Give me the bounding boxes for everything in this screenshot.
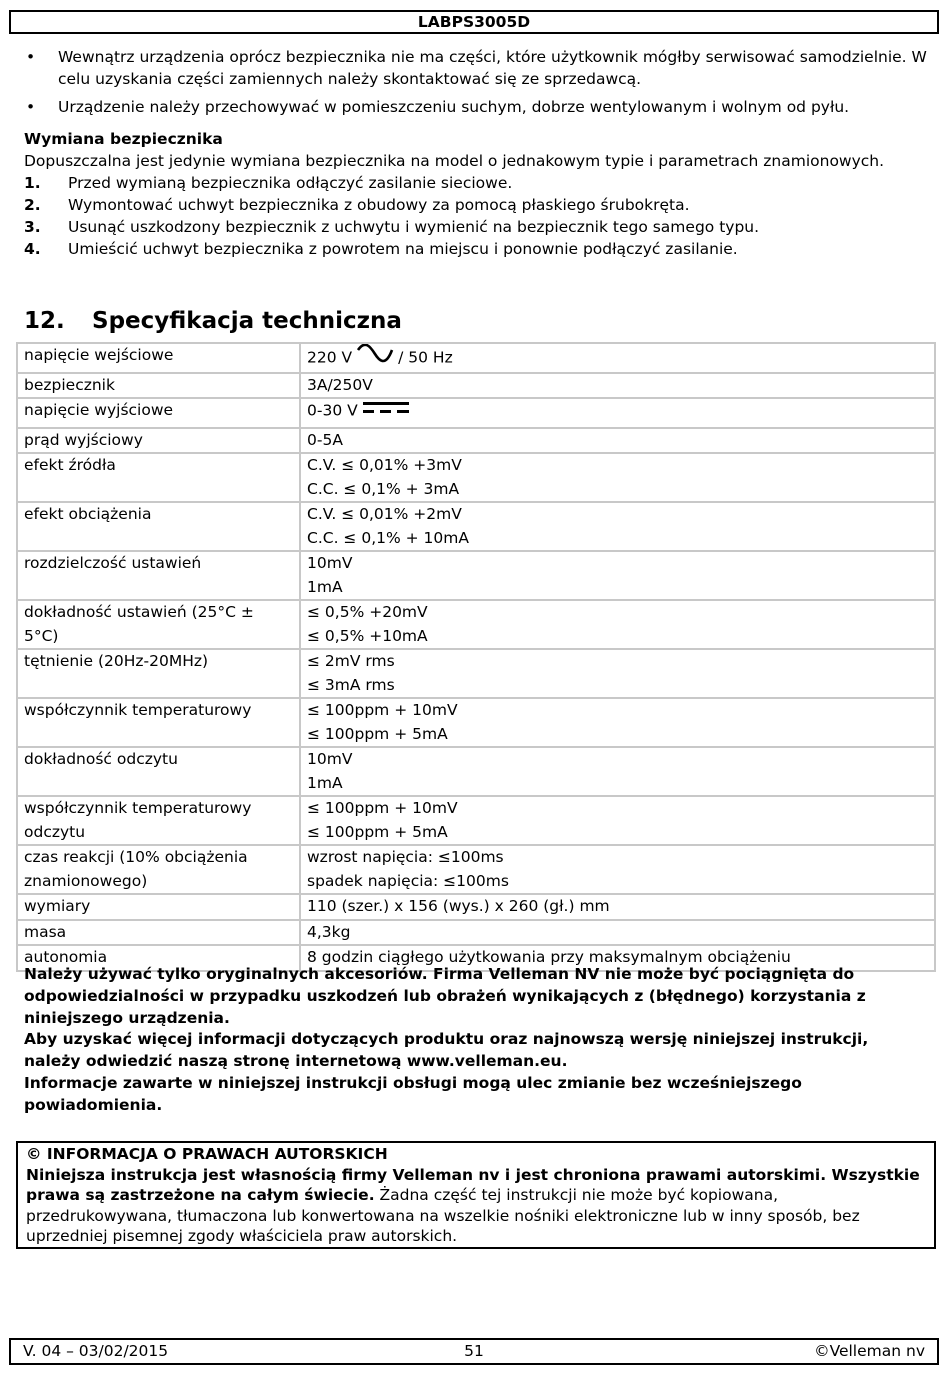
spec-row xyxy=(17,398,935,428)
spec-row xyxy=(17,845,935,894)
spec-label: czas reakcji (10% obciążenia znamionowego) xyxy=(17,845,300,894)
spec-value-text: 220 V xyxy=(307,348,353,367)
fuse-step xyxy=(24,194,929,216)
step-text: Przed wymianą bezpiecznika odłączyć zasilanie sieciowe. xyxy=(68,174,513,192)
spec-value xyxy=(300,796,935,845)
spec-label: prąd wyjściowy xyxy=(17,428,300,454)
document-footer xyxy=(9,1338,939,1365)
ac-symbol-icon xyxy=(356,344,394,372)
copyright-box xyxy=(16,1141,936,1249)
spec-value: 4,3kg xyxy=(300,920,935,946)
spec-row xyxy=(17,747,935,796)
spec-row xyxy=(17,894,935,920)
section-number: 12. xyxy=(24,308,65,334)
step-text: Usunąć uszkodzony bezpiecznik z uchwytu i wymienić na bezpiecznik tego samego typu. xyxy=(68,218,760,236)
usage-notice xyxy=(24,964,904,1117)
spec-value-line: C.C. ≤ 0,1% + 10mA xyxy=(307,528,469,547)
spec-value xyxy=(300,551,935,600)
spec-value xyxy=(300,398,935,428)
spec-row xyxy=(17,373,935,399)
spec-value xyxy=(300,747,935,796)
spec-label: autonomia xyxy=(17,945,300,971)
spec-value: 110 (szer.) x 156 (wys.) x 260 (gł.) mm xyxy=(300,894,935,920)
fuse-step xyxy=(24,172,929,194)
spec-value xyxy=(300,343,935,373)
spec-value: 3A/250V xyxy=(300,373,935,399)
spec-table xyxy=(16,342,936,972)
spec-section-heading xyxy=(24,306,402,336)
notice-paragraph: Informacje zawarte w niniejszej instrukcji obsługi mogą ulec zmianie bez wcześniejszego powiadomienia. xyxy=(24,1073,802,1114)
spec-value-line: ≤ 100ppm + 5mA xyxy=(307,724,448,743)
step-number: 1. xyxy=(24,174,41,192)
brand-copyright: ©Velleman nv xyxy=(814,1342,925,1360)
copyright-text: Żadna część tej instrukcji nie może być kopiowana, przedrukowywana, tłumaczona lub konwertowana na wszelkie nośniki elektroniczne lub w inny sposób, bez uprzedniej pisemnej zgody właściciela praw autorskich. xyxy=(26,1186,860,1245)
step-text: Wymontować uchwyt bezpiecznika z obudowy za pomocą płaskiego śrubokręta. xyxy=(68,196,690,214)
copyright-bold-text: Niniejsza instrukcja jest własnością firmy Velleman nv i jest chroniona prawami autorskimi. Wszystkie prawa są zastrzeżone na całym świecie. xyxy=(26,1165,920,1204)
spec-value-line: 10mV xyxy=(307,554,353,572)
spec-value: 0-5A xyxy=(300,428,935,454)
spec-label: tętnienie (20Hz-20MHz) xyxy=(17,649,300,698)
spec-value-text: 0-30 V xyxy=(307,401,358,420)
spec-value-line: ≤ 100ppm + 10mV xyxy=(307,799,458,817)
spec-value-line: C.V. ≤ 0,01% +2mV xyxy=(307,505,462,523)
spec-label: wymiary xyxy=(17,894,300,920)
spec-value-line: 10mV xyxy=(307,750,353,768)
copyright-body xyxy=(26,1165,926,1247)
spec-value-line: ≤ 0,5% +10mA xyxy=(307,626,428,645)
spec-label: masa xyxy=(17,920,300,946)
spec-value-line: ≤ 100ppm + 10mV xyxy=(307,701,458,719)
spec-row xyxy=(17,649,935,698)
spec-row xyxy=(17,453,935,502)
spec-value-line: ≤ 3mA rms xyxy=(307,675,395,694)
step-number: 2. xyxy=(24,196,41,214)
spec-label: współczynnik temperaturowy xyxy=(17,698,300,747)
spec-label: rozdzielczość ustawień xyxy=(17,551,300,600)
version-date: V. 04 – 03/02/2015 xyxy=(23,1342,169,1360)
spec-value xyxy=(300,649,935,698)
spec-value-line: spadek napięcia: ≤100ms xyxy=(307,871,509,890)
spec-label: współczynnik temperaturowy odczytu xyxy=(17,796,300,845)
spec-row xyxy=(17,698,935,747)
spec-row xyxy=(17,428,935,454)
step-number: 4. xyxy=(24,240,41,258)
model-name: LABPS3005D xyxy=(417,13,531,31)
spec-value-text: / 50 Hz xyxy=(398,348,453,367)
dc-symbol-icon xyxy=(362,399,410,423)
spec-value xyxy=(300,698,935,747)
spec-label: bezpiecznik xyxy=(17,373,300,399)
notice-paragraph: Należy używać tylko oryginalnych akcesoriów. Firma Velleman NV nie może być pociągnięta do odpowiedzialności w przypadku uszkodzeń lub obrażeń wynikających z (błędnego) korzystania z niniejszego urządzenia. xyxy=(24,965,866,1027)
spec-row xyxy=(17,920,935,946)
spec-label: napięcie wejściowe xyxy=(17,343,300,373)
spec-value xyxy=(300,600,935,649)
spec-row xyxy=(17,502,935,551)
spec-label: dokładność ustawień (25°C ± 5°C) xyxy=(17,600,300,649)
bullet-item: • Wewnątrz urządzenia oprócz bezpiecznika nie ma części, które użytkownik mógłby serwisować samodzielnie. W celu uzyskania części zamiennych należy skontaktować się ze sprzedawcą. xyxy=(24,46,929,90)
page-number: 51 xyxy=(464,1342,484,1360)
spec-row xyxy=(17,343,935,373)
spec-value xyxy=(300,453,935,502)
fuse-section-intro: Dopuszczalna jest jedynie wymiana bezpiecznika na model o jednakowym typie i parametrach znamionowych. xyxy=(24,152,885,170)
spec-row xyxy=(17,551,935,600)
spec-value-line: ≤ 2mV rms xyxy=(307,652,395,670)
step-number: 3. xyxy=(24,218,41,236)
fuse-replacement-section xyxy=(24,128,929,260)
copyright-title: © INFORMACJA O PRAWACH AUTORSKICH xyxy=(26,1145,388,1163)
bullet-item: • Urządzenie należy przechowywać w pomieszczeniu suchym, dobrze wentylowanym i wolnym od pyłu. xyxy=(24,96,929,118)
spec-value-line: C.V. ≤ 0,01% +3mV xyxy=(307,456,462,474)
fuse-step xyxy=(24,216,929,238)
section-title: Specyfikacja techniczna xyxy=(92,308,402,334)
spec-label: efekt źródła xyxy=(17,453,300,502)
spec-label: dokładność odczytu xyxy=(17,747,300,796)
maintenance-bullets xyxy=(24,46,929,124)
spec-value-line: 1mA xyxy=(307,577,343,596)
spec-row xyxy=(17,600,935,649)
spec-label: napięcie wyjściowe xyxy=(17,398,300,428)
spec-value: 8 godzin ciągłego użytkowania przy maksymalnym obciążeniu xyxy=(300,945,935,971)
spec-label: efekt obciążenia xyxy=(17,502,300,551)
spec-value xyxy=(300,845,935,894)
spec-row xyxy=(17,796,935,845)
spec-value-line: C.C. ≤ 0,1% + 3mA xyxy=(307,479,460,498)
spec-value-line: 1mA xyxy=(307,773,343,792)
spec-value-line: wzrost napięcia: ≤100ms xyxy=(307,848,504,866)
spec-value-line: ≤ 0,5% +20mV xyxy=(307,603,428,621)
notice-paragraph: Aby uzyskać więcej informacji dotyczących produktu oraz najnowszą wersję niniejszej instrukcji, należy odwiedzić naszą stronę internetową www.velleman.eu. xyxy=(24,1030,869,1071)
spec-value xyxy=(300,502,935,551)
spec-value-line: ≤ 100ppm + 5mA xyxy=(307,822,448,841)
fuse-section-title: Wymiana bezpiecznika xyxy=(24,130,223,148)
step-text: Umieścić uchwyt bezpiecznika z powrotem na miejscu i ponownie podłączyć zasilanie. xyxy=(68,240,738,258)
fuse-steps-list xyxy=(24,172,929,260)
document-header xyxy=(9,10,939,34)
fuse-step xyxy=(24,238,929,260)
